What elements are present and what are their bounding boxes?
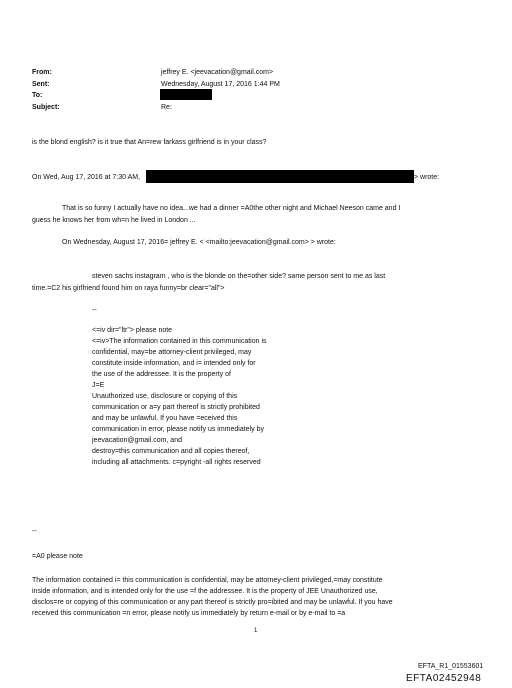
disclaimer-1-line: J=E	[92, 382, 105, 389]
sent-label: Sent:	[32, 81, 50, 88]
quote2-line: On Wednesday, August 17, 2016= jeffrey E. < <mailto:jeevacation@gmail.com> > wrote:	[62, 239, 336, 246]
redaction-quote1	[146, 170, 414, 183]
disclaimer-1-line: <=iv>The information contained in this communication is	[92, 338, 267, 345]
orig-line-2: time.=C2 his girlfriend found him on raya funny=br clear="all">	[32, 285, 225, 292]
opening-line: is the blond english? is it true that An=rew farkass girlfriend is in your class?	[32, 139, 267, 146]
orig-dashes: --	[92, 307, 97, 314]
orig-line-1: steven sachs instagram , who is the blonde on the=other side? same person sent to me as last	[92, 273, 386, 280]
disclaimer-1-line: confidential, may=be attorney-client privileged, may	[92, 349, 252, 356]
efta-id-small: EFTA_R1_01553601	[418, 663, 484, 670]
bottom-dashes: --	[32, 528, 37, 535]
disclaimer-1-line: and may be unlawful. If you have =eceived this	[92, 415, 238, 422]
sent-value: Wednesday, August 17, 2016 1:44 PM	[161, 81, 280, 88]
note-line: =A0 please note	[32, 553, 83, 560]
disclaimer-2-line: inside information, and is intended only for the use =f the addressee. It is the property of JEE Unauthorized use,	[32, 588, 378, 595]
disclaimer-1-line: <=iv dir="ltr"> please note	[92, 327, 173, 334]
from-label: From:	[32, 69, 52, 76]
disclaimer-1-line: including all attachments. c=pyright -all rights reserved	[92, 459, 261, 466]
disclaimer-1-line: the use of the addressee. It is the property of	[92, 371, 231, 378]
redaction-to	[160, 89, 212, 100]
disclaimer-2-line: disclos=re or copying of this communication or any part thereof is strictly pro=ibited and may be unlawful. If you have	[32, 599, 393, 606]
subject-value: Re:	[161, 104, 172, 111]
disclaimer-1-line: Unauthorized use, disclosure or copying of this	[92, 393, 238, 400]
disclaimer-1-line: destroy=this communication and all copies thereof,	[92, 448, 250, 455]
disclaimer-2-line: The information contained i= this communication is confidential, may be attorney-client privileged,=may constitute	[32, 577, 383, 584]
from-value: jeffrey E. <jeevacation@gmail.com>	[161, 69, 274, 76]
quote1-suffix: > wrote:	[414, 174, 440, 181]
quote1-prefix: On Wed, Aug 17, 2016 at 7:30 AM,	[32, 174, 141, 181]
disclaimer-2-line: received this communication =n error, please notify us immediately by return e-mail or by e-mail to =a	[32, 610, 346, 617]
page-number: 1	[254, 628, 258, 634]
disclaimer-1-line: constitute inside information, and i= intended only for	[92, 360, 256, 367]
disclaimer-1-line: communication or a=y part thereof is strictly prohibited	[92, 404, 260, 411]
disclaimer-1-line: jeevacation@gmail.com, and	[92, 437, 182, 444]
subject-label: Subject:	[32, 104, 60, 111]
to-label: To:	[32, 92, 43, 99]
reply-line-2: guess he knows her from wh=n he lived in London ...	[32, 217, 196, 224]
efta-id-large: EFTA02452948	[406, 673, 482, 684]
reply-line-1: That is so funny I actually have no idea...we had a dinner =A0the other night and Michael Neeson came and I	[62, 205, 401, 212]
disclaimer-1-line: communication in error, please notify us immediately by	[92, 426, 264, 433]
